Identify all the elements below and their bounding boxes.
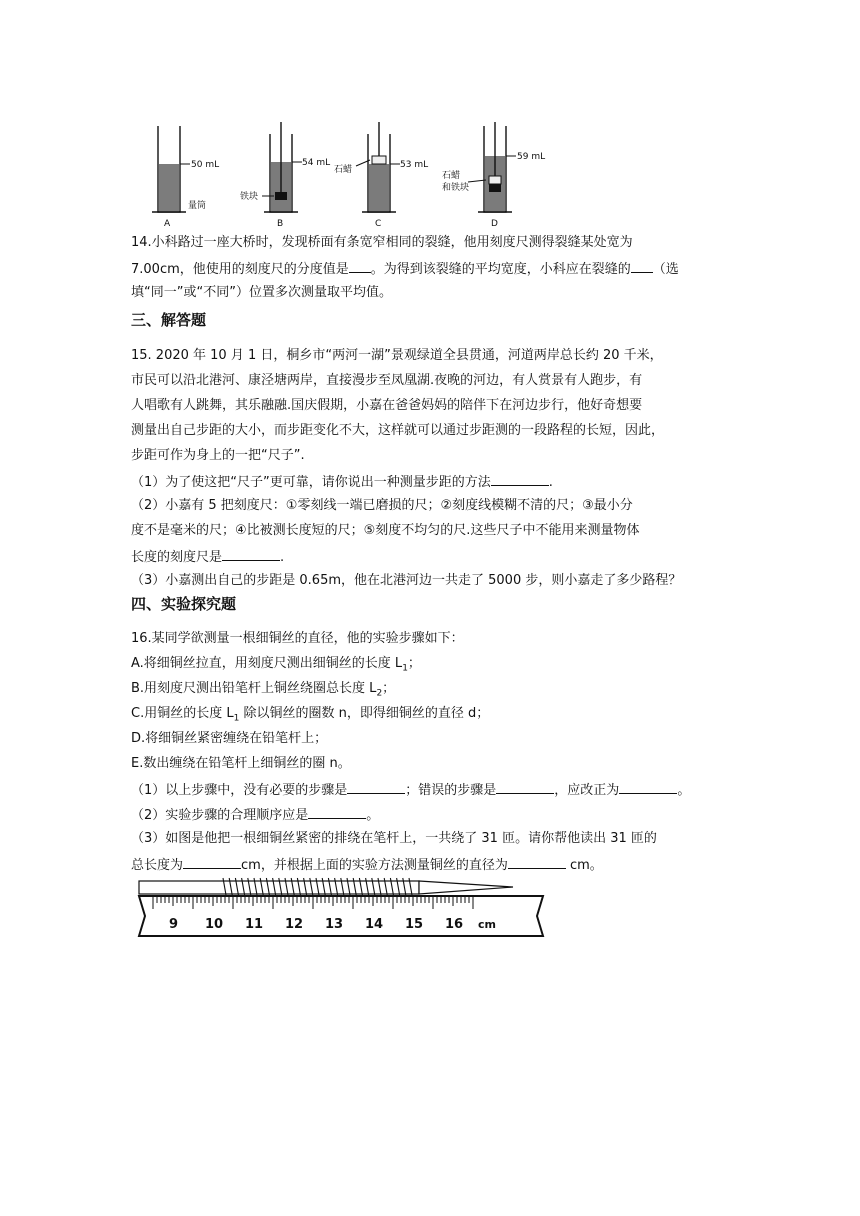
- liquid-b: [271, 162, 291, 211]
- label-d-side1: 石蜡: [442, 171, 461, 181]
- q16-sub3-line2: [131, 854, 603, 876]
- pencil-body: [139, 881, 419, 894]
- q16-step-a-sub: 1: [402, 663, 408, 674]
- q15-sub1-text: （1）为了使这把“尺子”更可靠，请你说出一种测量步距的方法: [131, 475, 491, 490]
- ruler-tick-label: 14: [365, 917, 384, 932]
- q16-sub2-end: 。: [366, 808, 380, 823]
- q16-step-c-text: C.用铜丝的长度 L: [131, 706, 234, 721]
- q14-line2: [131, 258, 679, 280]
- ruler-tick-label: 10: [205, 917, 224, 932]
- q16-sub3-blank-2[interactable]: [508, 854, 566, 869]
- liquid-c: [369, 164, 389, 211]
- q15-sub2-line2: 度不是毫米的尺；④比被测长度短的尺；⑤刻度不均匀的尺.这些尺子中不能用来测量物体: [131, 523, 640, 538]
- q16-step-b-sub: 2: [376, 688, 383, 699]
- wax-d: [489, 176, 501, 184]
- ruler-tick-label: 9: [169, 917, 179, 932]
- q16-step-b-end: ；: [382, 681, 396, 696]
- q15-sub3: （3）小嘉测出自己的步距是 0.65m，他在北港河边一共走了 5000 步，则小嘉走了多少路程？: [131, 573, 682, 588]
- q16-sub1-text2: ；错误的步骤是: [405, 783, 497, 798]
- q14-text2b: 。为得到该裂缝的平均宽度，小科应在裂缝的: [370, 262, 631, 277]
- q14-text2a: 7.00cm，他使用的刻度尺的分度值是: [131, 262, 349, 277]
- label-d-value: 59 mL: [517, 152, 546, 162]
- q15-sub2-end: .: [280, 550, 285, 565]
- q16-step-b: [131, 679, 395, 704]
- q15-sub2-line3: [131, 546, 284, 568]
- q15-sub2-line1: （2）小嘉有 5 把刻度尺：①零刻线一端已磨损的尺；②刻度线模糊不清的尺；③最小分: [131, 498, 633, 513]
- q16-step-e: E.数出缠绕在铅笔杆上细铜丝的圈 n。: [131, 756, 351, 771]
- section-4-title: 四、实验探究题: [131, 595, 237, 613]
- q16-sub2: [131, 804, 379, 826]
- ruler-tick-label: 12: [285, 917, 304, 932]
- q15-p5: 步距可作为身上的一把“尺子”.: [131, 448, 305, 463]
- q16-sub1-end: 。: [677, 783, 691, 798]
- label-c-letter: C: [375, 219, 382, 229]
- q15-p3: 人唱歌有人跳舞，其乐融融.国庆假期，小嘉在爸爸妈妈的陪伴下在河边步行，他好奇想要: [131, 398, 643, 413]
- wax-c: [372, 156, 386, 164]
- q16-step-a-text: A.将细铜丝拉直，用刻度尺测出细铜丝的长度 L: [131, 656, 403, 671]
- ruler-tick-label: 11: [245, 917, 264, 932]
- q16-step-a: [131, 654, 421, 679]
- q14-blank-2[interactable]: [631, 258, 653, 273]
- q14-line1: 14.小科路过一座大桥时，发现桥面有条宽窄相同的裂缝，他用刻度尺测得裂缝某处宽为: [131, 235, 633, 250]
- q15-p2: 市民可以沿北港河、康泾塘两岸，直接漫步至凤凰湖.夜晚的河边，有人赏景有人跑步，有: [131, 373, 643, 388]
- ruler-tick-label: 16: [445, 917, 464, 932]
- q16-step-a-end: ；: [407, 656, 421, 671]
- label-c-side: 石蜡: [334, 165, 353, 175]
- q16-sub3-end: cm。: [565, 858, 603, 873]
- q15-sub2-blank[interactable]: [222, 546, 280, 561]
- label-a-letter: A: [164, 219, 171, 229]
- q16-sub3-line1: （3）如图是他把一根细铜丝紧密的排绕在笔杆上，一共绕了 31 匝。请你帮他读出 31 匝的: [131, 831, 657, 846]
- pencil-tip: [419, 881, 513, 894]
- liquid-a: [159, 164, 179, 211]
- label-d-side2: 和铁块: [442, 183, 470, 193]
- q16-sub1-blank-3[interactable]: [619, 779, 677, 794]
- label-d-letter: D: [491, 219, 498, 229]
- q15-sub1-blank[interactable]: [491, 471, 549, 486]
- q16-sub3-blank-1[interactable]: [183, 854, 241, 869]
- q15-p1: 15. 2020 年 10 月 1 日，桐乡市“两河一湖”景观绿道全县贯通，河道两岸总长约 20 千米，: [131, 348, 663, 363]
- iron-block-d: [489, 184, 501, 192]
- ruler-tick-label: 13: [325, 917, 344, 932]
- q14-text2c: （选: [652, 262, 679, 277]
- q16-sub2-text: （2）实验步骤的合理顺序应是: [131, 808, 309, 823]
- label-a-value: 50 mL: [191, 160, 220, 170]
- q16-sub1-text: （1）以上步骤中，没有必要的步骤是: [131, 783, 348, 798]
- q15-sub2-text: 长度的刻度尺是: [131, 550, 223, 565]
- q16-intro: 16.某同学欲测量一根细铜丝的直径，他的实验步骤如下：: [131, 631, 464, 646]
- q14-blank-1[interactable]: [349, 258, 371, 273]
- label-a-name: 量筒: [188, 201, 207, 211]
- q16-step-c-sub: 1: [233, 713, 240, 724]
- q16-sub2-blank[interactable]: [308, 804, 366, 819]
- q16-sub1-text3: ，应改正为: [554, 783, 620, 798]
- q16-step-c-end: 除以铜丝的圈数 n，即得细铜丝的直径 d；: [239, 706, 490, 721]
- section-3-title: 三、解答题: [131, 311, 207, 329]
- label-b-letter: B: [277, 219, 284, 229]
- ruler-tick-label: 15: [405, 917, 424, 932]
- q16-sub3-text2: cm，并根据上面的实验方法测量铜丝的直径为: [241, 858, 508, 873]
- q15-sub1: [131, 471, 553, 493]
- q16-sub3-text: 总长度为: [131, 858, 184, 873]
- label-b-value: 54 mL: [302, 158, 331, 168]
- q15-p4: 测量出自己步距的大小，而步距变化不大，这样就可以通过步距测的一段路程的长短，因此，: [131, 423, 665, 438]
- ruler-unit: cm: [478, 918, 496, 931]
- q16-step-d: D.将细铜丝紧密缠绕在铅笔杆上；: [131, 731, 328, 746]
- label-b-side: 铁块: [240, 192, 259, 202]
- q16-sub1: [131, 779, 690, 801]
- label-c-value: 53 mL: [400, 160, 429, 170]
- q16-sub1-blank-1[interactable]: [347, 779, 405, 794]
- q16-step-b-text: B.用刻度尺测出铅笔杆上铜丝绕圈总长度 L: [131, 681, 377, 696]
- graduated-cylinders-figure: [140, 120, 546, 230]
- iron-block-b: [275, 192, 287, 200]
- ruler-coil-figure: [133, 876, 548, 938]
- q14-line3: 填“同一”或“不同”）位置多次测量取平均值。: [131, 285, 392, 300]
- q16-sub1-blank-2[interactable]: [496, 779, 554, 794]
- q15-sub1-end: .: [548, 475, 553, 490]
- q16-step-c: [131, 704, 489, 729]
